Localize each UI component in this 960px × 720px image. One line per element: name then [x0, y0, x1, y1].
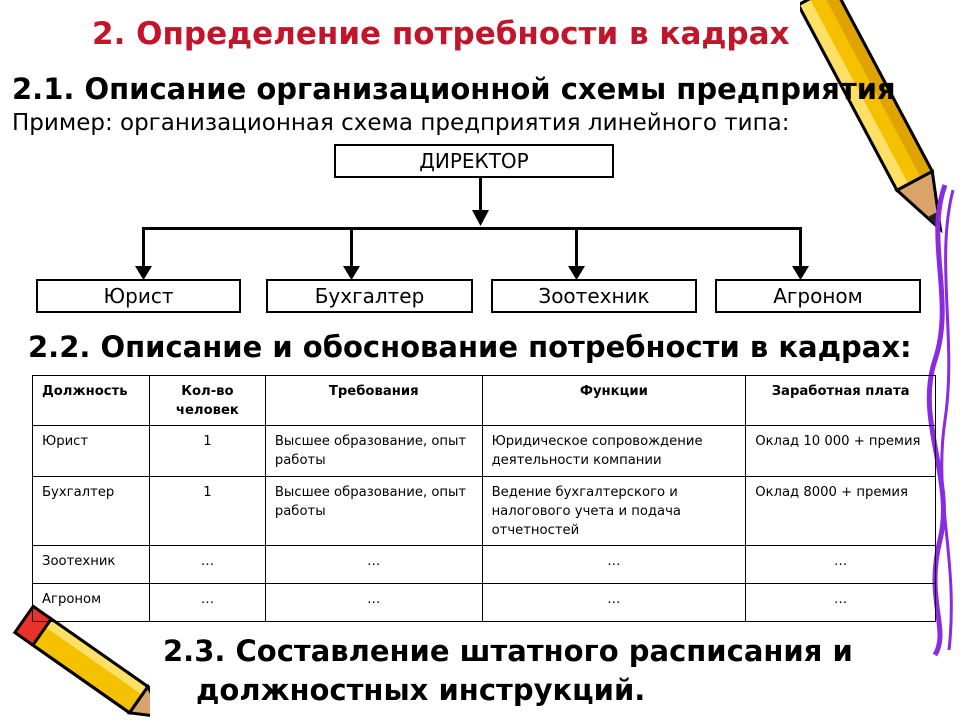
section-3-heading-line-2: должностных инструкций.: [196, 673, 646, 707]
table-cell: …: [149, 584, 265, 622]
org-box-zootechnician: Зоотехник: [491, 279, 697, 313]
table-row: [33, 546, 936, 584]
table-cell: …: [482, 584, 746, 622]
table-cell: Высшее образование, опыт работы: [265, 477, 482, 546]
org-connector: [142, 227, 802, 230]
arrow-down-icon: [343, 266, 360, 280]
arrow-down-icon: [792, 266, 809, 280]
table-cell: …: [265, 546, 482, 584]
table-cell: Зоотехник: [33, 546, 150, 584]
table-cell: Юридическое сопровождение деятельности компании: [482, 426, 746, 477]
table-header: Требования: [265, 376, 482, 426]
table-header: Заработная плата: [746, 376, 936, 426]
section-2-heading: 2.2. Описание и обоснование потребности в кадрах:: [28, 330, 912, 364]
table-row: [33, 584, 936, 622]
table-header: Должность: [33, 376, 150, 426]
table-cell: …: [149, 546, 265, 584]
section-3-heading-line-1: 2.3. Составление штатного расписания и: [163, 634, 853, 668]
table-cell: Оклад 10 000 + премия: [746, 426, 936, 477]
table-cell: 1: [149, 426, 265, 477]
org-box-accountant: Бухгалтер: [266, 279, 473, 313]
section-1-heading: 2.1. Описание организационной схемы предприятия: [12, 72, 896, 106]
table-cell: …: [265, 584, 482, 622]
arrow-down-icon: [135, 266, 152, 280]
page-title: 2. Определение потребности в кадрах: [92, 16, 790, 52]
table-cell: 1: [149, 477, 265, 546]
table-row: [33, 477, 936, 546]
table-header: Кол-во человек: [149, 376, 265, 426]
table-cell: Оклад 8000 + премия: [746, 477, 936, 546]
org-box-director: ДИРЕКТОР: [334, 144, 614, 178]
org-box-agronomist: Агроном: [715, 279, 921, 313]
org-box-lawyer: Юрист: [36, 279, 241, 313]
arrow-down-icon: [568, 266, 585, 280]
staffing-table: [32, 375, 936, 622]
table-header-row: [33, 376, 936, 426]
section-1-subtitle: Пример: организационная схема предприятия линейного типа:: [12, 110, 790, 136]
table-cell: …: [482, 546, 746, 584]
table-row: [33, 426, 936, 477]
table-cell: Агроном: [33, 584, 150, 622]
table-cell: Ведение бухгалтерского и налогового учета и подача отчетностей: [482, 477, 746, 546]
table-cell: Высшее образование, опыт работы: [265, 426, 482, 477]
table-cell: …: [746, 546, 936, 584]
table-cell: …: [746, 584, 936, 622]
table-cell: Юрист: [33, 426, 150, 477]
arrow-down-icon: [472, 210, 489, 226]
table-header: Функции: [482, 376, 746, 426]
table-cell: Бухгалтер: [33, 477, 150, 546]
